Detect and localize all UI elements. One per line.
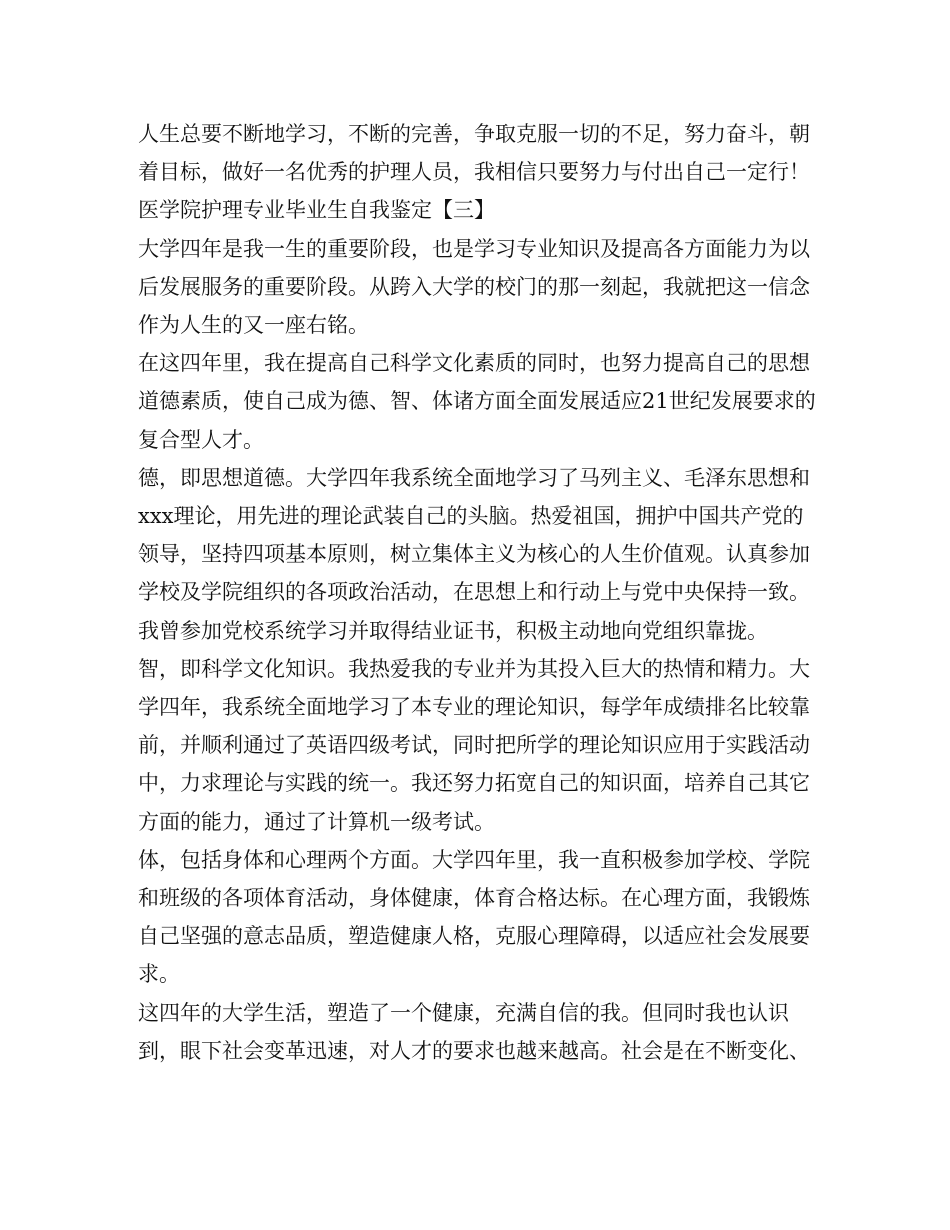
paragraph-physical: 体，包括身体和心理两个方面。大学四年里，我一直积极参加学校、学院和班级的各项体育活动，身体健康，体育合格达标。在心理方面，我锻炼自己坚强的意志品质，塑造健康人格，克服心理障碍，以适应社会发展要求。 (138, 847, 810, 987)
paragraph-intro: 大学四年是我一生的重要阶段，也是学习专业知识及提高各方面能力为以后发展服务的重要阶段。从跨入大学的校门的那一刻起，我就把这一信念作为人生的又一座右铭。 (138, 236, 810, 338)
paragraph-summary: 这四年的大学生活，塑造了一个健康，充满自信的我。但同时我也认识到，眼下社会变革迅速，对人才的要求也越来越高。社会是在不断变化、 (138, 1000, 810, 1063)
paragraph-morality: 德，即思想道德。大学四年我系统全面地学习了马列主义、毛泽东思想和xxx理论，用先进的理论武装自己的头脑。热爱祖国，拥护中国共产党的领导，坚持四项基本原则，树立集体主义为核心的人生价值观。认真参加学校及学院组织的各项政治活动，在思想上和行动上与党中央保持一致。我曾参加党校系统学习并取得结业证书，积极主动地向党组织靠拢。 (138, 465, 810, 643)
paragraph-intelligence: 智，即科学文化知识。我热爱我的专业并为其投入巨大的热情和精力。大学四年，我系统全面地学习了本专业的理论知识，每学年成绩排名比较靠前，并顺利通过了英语四级考试，同时把所学的理论知识应用于实践活动中，力求理论与实践的统一。我还努力拓宽自己的知识面，培养自己其它方面的能力，通过了计算机一级考试。 (138, 656, 810, 834)
section-heading: 医学院护理专业毕业生自我鉴定【三】 (138, 198, 495, 223)
paragraph-closing-remark: 人生总要不断地学习，不断的完善，争取克服一切的不足，努力奋斗，朝着目标，做好一名优秀的护理人员，我相信只要努力与付出自己一定行！ (138, 122, 810, 185)
paragraph-overview: 在这四年里，我在提高自己科学文化素质的同时，也努力提高自己的思想道德素质，使自己成为德、智、体诸方面全面发展适应21世纪发展要求的复合型人才。 (138, 351, 816, 452)
document-page (138, 115, 818, 1070)
